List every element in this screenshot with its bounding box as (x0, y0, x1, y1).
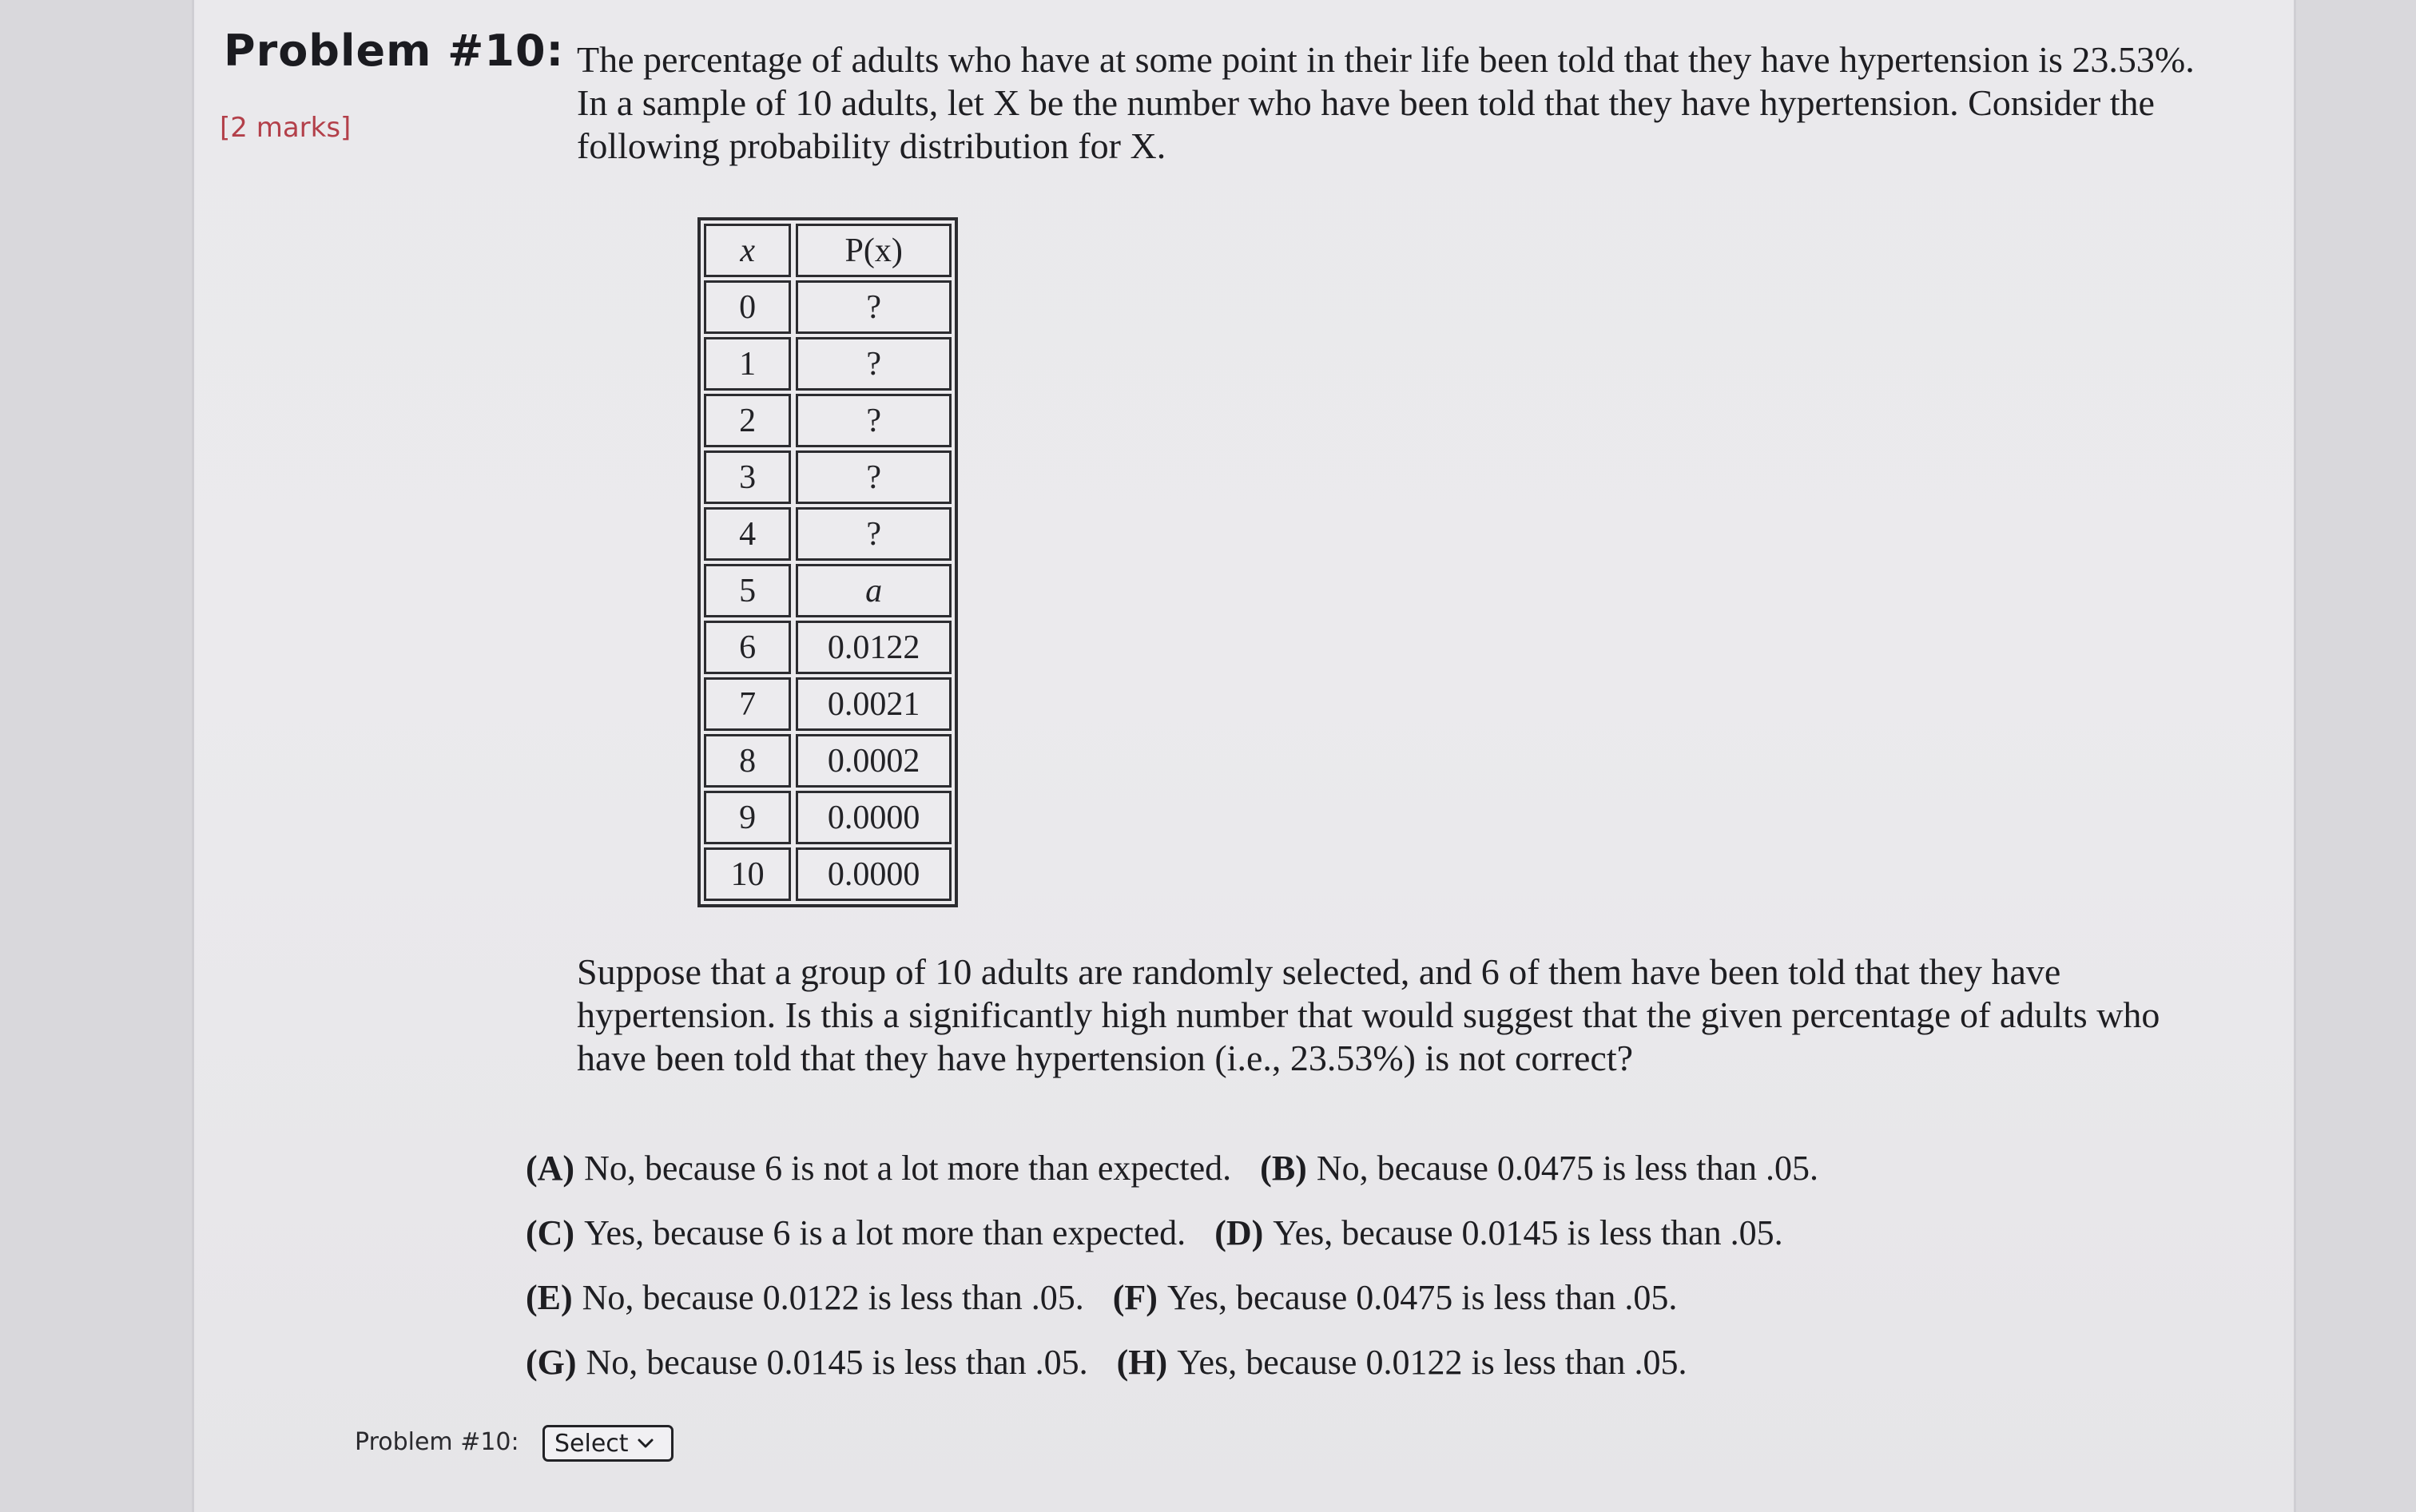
answer-select[interactable] (542, 1425, 674, 1462)
choice-g (526, 1330, 1088, 1395)
choice-letter: (H) (1116, 1343, 1168, 1382)
table-row (704, 337, 952, 391)
choice-letter: (B) (1260, 1149, 1307, 1188)
marks-label: [2 marks] (220, 112, 352, 144)
choice-letter: (A) (526, 1149, 575, 1188)
answer-choices (526, 1136, 1818, 1395)
choice-b (1260, 1136, 1818, 1200)
choice-text: No, because 0.0475 is less than .05. (1316, 1149, 1818, 1188)
choice-text: No, because 0.0122 is less than .05. (582, 1278, 1084, 1317)
choice-row (526, 1330, 1818, 1395)
x-value: 6 (704, 621, 791, 674)
table-row (704, 677, 952, 731)
table-row (704, 621, 952, 674)
probability-value: 0.0122 (796, 621, 952, 674)
choice-text: Yes, because 0.0475 is less than .05. (1166, 1278, 1678, 1317)
x-value: 8 (704, 734, 791, 788)
x-value: 7 (704, 677, 791, 731)
probability-value: ? (796, 337, 952, 391)
select-value: Select (554, 1429, 629, 1458)
probability-value: a (796, 564, 952, 617)
x-value: 2 (704, 394, 791, 447)
table-row (704, 847, 952, 901)
x-value: 4 (704, 507, 791, 561)
choice-row (526, 1136, 1818, 1200)
probability-value: 0.0002 (796, 734, 952, 788)
probability-value: ? (796, 507, 952, 561)
x-value: 0 (704, 280, 791, 334)
statement-line: The percentage of adults who have at some point in their life been told that they have hypertension is 23.53%. (577, 39, 2195, 80)
header-px: P(x) (796, 224, 952, 277)
question-line: hypertension. Is this a significantly high number that would suggest that the given percentage of adults who (577, 994, 2160, 1035)
choice-c (526, 1200, 1186, 1265)
probability-value: 0.0021 (796, 677, 952, 731)
choice-letter: (G) (526, 1343, 577, 1382)
table-row (704, 450, 952, 504)
probability-value: ? (796, 280, 952, 334)
question-line: Suppose that a group of 10 adults are randomly selected, and 6 of them have been told that they have (577, 951, 2061, 992)
table-row (704, 791, 952, 844)
statement-line: following probability distribution for X. (577, 125, 1166, 166)
table-row (704, 564, 952, 617)
x-value: 3 (704, 450, 791, 504)
table-row (704, 734, 952, 788)
choice-row (526, 1265, 1818, 1330)
probability-value: ? (796, 450, 952, 504)
choice-text: Yes, because 0.0145 is less than .05. (1273, 1213, 1783, 1252)
table-row (704, 394, 952, 447)
choice-letter: (E) (526, 1278, 573, 1317)
probability-distribution-table (697, 217, 958, 907)
choice-letter: (F) (1112, 1278, 1158, 1317)
header-x: x (704, 224, 791, 277)
probability-value: 0.0000 (796, 791, 952, 844)
problem-statement (577, 38, 2251, 168)
probability-value: 0.0000 (796, 847, 952, 901)
left-margin (0, 0, 192, 1512)
choice-text: Yes, because 0.0122 is less than .05. (1177, 1343, 1687, 1382)
choice-row (526, 1200, 1818, 1265)
choice-d (1214, 1200, 1782, 1265)
choice-text: No, because 6 is not a lot more than expected. (584, 1149, 1232, 1188)
table-row (704, 280, 952, 334)
choice-text: Yes, because 6 is a lot more than expected. (584, 1213, 1186, 1252)
question-line: have been told that they have hypertension (i.e., 23.53%) is not correct? (577, 1038, 1634, 1078)
problem-title: Problem #10: (224, 26, 565, 76)
probability-value: ? (796, 394, 952, 447)
question-text (577, 950, 2215, 1080)
table-header-row (704, 224, 952, 277)
choice-a (526, 1136, 1231, 1200)
choice-text: No, because 0.0145 is less than .05. (586, 1343, 1088, 1382)
x-value: 9 (704, 791, 791, 844)
choice-letter: (C) (526, 1213, 575, 1252)
choice-h (1117, 1330, 1687, 1395)
x-value: 10 (704, 847, 791, 901)
x-value: 5 (704, 564, 791, 617)
choice-f (1113, 1265, 1678, 1330)
choice-e (526, 1265, 1084, 1330)
right-margin (2291, 0, 2416, 1512)
statement-line: In a sample of 10 adults, let X be the number who have been told that they have hypertension. Consider the (577, 82, 2155, 123)
answer-label: Problem #10: (355, 1428, 519, 1456)
chevron-down-icon (637, 1435, 654, 1452)
choice-letter: (D) (1214, 1213, 1264, 1252)
x-value: 1 (704, 337, 791, 391)
table-row (704, 507, 952, 561)
